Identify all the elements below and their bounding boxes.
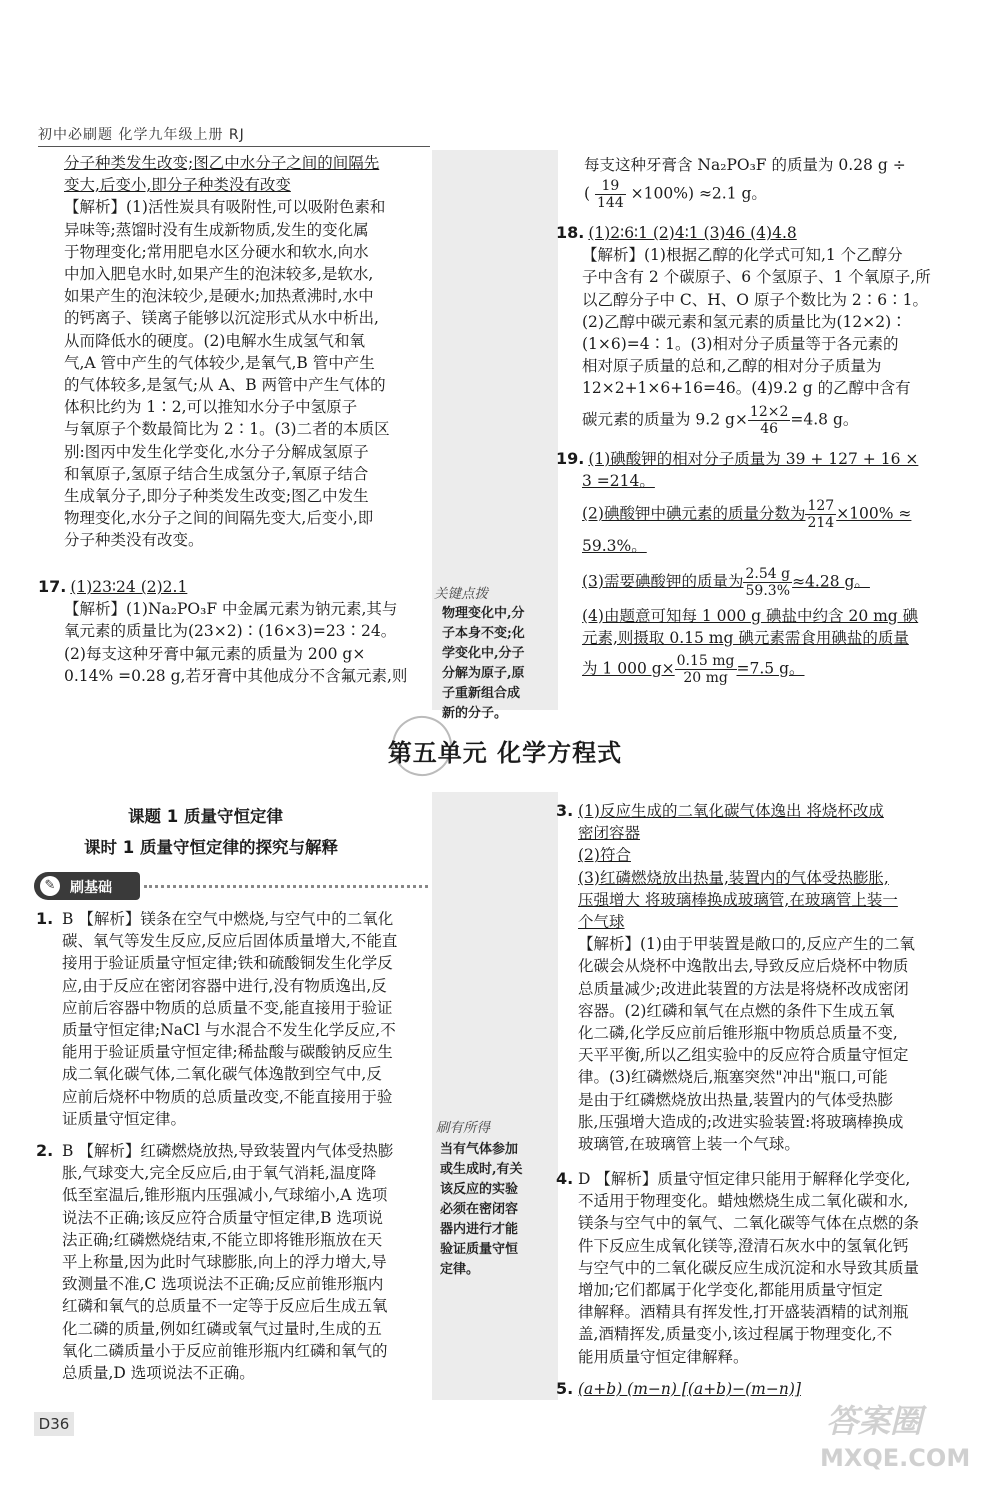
answer-line: =7.5 g。	[736, 659, 805, 678]
header-rule	[38, 146, 430, 147]
text-line: 异味等;蒸馏时没有生成新物质,发生的变化属	[64, 220, 369, 239]
text-line: 应,由于反应在密闭容器中进行,没有物质逸出,反	[62, 976, 387, 995]
text-line: 质量守恒定律;NaCl 与水混合不发生化学反应,不	[62, 1021, 396, 1040]
sidebar-title: 刷有所得	[436, 1120, 490, 1136]
text-line: 说法不正确;该反应符合质量守恒定律,B 选项说	[62, 1208, 383, 1227]
sidebar-line: 分解为原子,原	[442, 666, 525, 681]
fraction	[805, 498, 836, 531]
question-number: 2.	[36, 1141, 54, 1160]
sidebar-line: 器内进行才能	[440, 1222, 519, 1237]
text-line: 镁条与空气中的氧气、二氧化碳等气体在点燃的条	[578, 1214, 920, 1233]
answer-line: ×100% ≈	[836, 504, 912, 523]
text-line: (2)每支这种牙膏中氟元素的质量为 200 g×	[64, 644, 366, 663]
sidebar-line: 子重新组合成	[442, 686, 521, 701]
text-line: 中加入肥皂水时,如果产生的泡沫较多,是软水,	[64, 265, 374, 284]
text-line: 是由于红磷燃烧放出热量,装置内的气体受热膨	[578, 1090, 893, 1109]
answer-line: (2)碘酸钾中碘元素的质量分数为	[582, 504, 806, 523]
text-line: 生成氧分子,即分子种类发生改变;图乙中发生	[64, 487, 369, 506]
text-line: 胀,气球变大,完全反应后,由于氧气消耗,温度降	[62, 1164, 377, 1183]
unit-title: 第五单元 化学方程式	[387, 739, 623, 767]
text-line: 【解析】(1)由于甲装置是敞口的,反应产生的二氧	[578, 935, 915, 954]
numerator: 12×2	[749, 403, 789, 420]
text-line: 应前后烧杯中物质的总质量改变,不能直接用于验	[62, 1087, 393, 1106]
text-line: 成二氧化碳气体,二氧化碳气体逸散到空气中,反	[62, 1065, 382, 1084]
text-line: 应前后容器中物质的总质量不变,能直接用于验证	[62, 998, 393, 1017]
question-number: 4.	[556, 1169, 574, 1188]
text-line: 子中含有 2 个碳原子、6 个氢原子、1 个氧原子,所	[582, 268, 931, 287]
text-line: 别:图丙中发生化学变化,水分子分解成氢原子	[64, 442, 369, 461]
text-line: 0.14% =0.28 g,若牙膏中其他成分不含氟元素,则	[64, 666, 408, 685]
answer-line: 个气球	[578, 913, 625, 932]
text-line: 化二磷,化学反应前后锥形瓶中物质总质量不变,	[578, 1024, 898, 1043]
text-line: 化二磷的质量,例如红磷或氧气过量时,生成的五	[62, 1319, 382, 1338]
text-line: 平上称量,因为此时气球膨胀,向上的浮力增大,导	[62, 1253, 387, 1272]
question-4	[556, 1168, 946, 1368]
watermark-url: MXQE.COM	[820, 1444, 971, 1472]
text-line: 物理变化,水分子之间的间隔先变大,后变小,即	[64, 509, 374, 528]
sidebar-line: 子本身不变;化	[442, 626, 525, 641]
text-line: 和氧原子,氢原子结合生成氢分子,氧原子结合	[64, 464, 369, 483]
text-line: 体积比约为 1∶2,可以推知水分子中氢原子	[64, 398, 358, 417]
text-line: 增加;它们都属于化学变化,都能用质量守恒定	[578, 1281, 883, 1300]
answer-line: 分子种类发生改变;图乙中水分子之间的间隔先	[64, 154, 380, 172]
text-line: 12×2+1×6+16=46。(4)9.2 g 的乙醇中含有	[582, 379, 911, 398]
answer-line: 压强增大 将玻璃棒换成玻璃管,在玻璃管上装一	[578, 890, 898, 909]
numerator: 2.54 g	[745, 565, 791, 582]
text-fragment: ×100%) ≈2.1 g。	[630, 184, 767, 203]
denominator: 46	[760, 420, 779, 437]
text-line: 容器。(2)红磷和氧气在点燃的条件下生成五氧	[578, 1001, 895, 1020]
text-line: 低至室温后,锥形瓶内压强减小,气球缩小,A 选项	[62, 1186, 388, 1205]
text-line: 的气体较多,是氢气;从 A、B 两管中产生气体的	[64, 376, 386, 395]
question-19	[556, 448, 946, 686]
text-line: 分子种类没有改变。	[64, 531, 204, 550]
text-line: 律解释。酒精具有挥发性,打开盛装酒精的试剂瓶	[578, 1303, 909, 1322]
text-line: 玻璃管,在玻璃管上装一个气球。	[578, 1135, 800, 1154]
answer-line: 为 1 000 g×	[582, 659, 675, 678]
lesson-title: 课题 1 质量守恒定律	[128, 807, 283, 826]
sidebar-line: 或生成时,有关	[440, 1162, 523, 1177]
sidebar-line: 必须在密闭容	[440, 1202, 519, 1217]
answer-line: (3)红磷燃烧放出热量,装置内的气体受热膨胀,	[578, 868, 889, 887]
question-1	[36, 908, 430, 1130]
text-line: B 【解析】镁条在空气中燃烧,与空气中的二氧化	[62, 910, 394, 928]
fraction	[748, 404, 790, 437]
sidebar-line: 该反应的实验	[440, 1182, 519, 1197]
right-top-block	[584, 154, 944, 211]
text-line: (1×6)=4∶1。(3)相对分子质量等于各元素的	[582, 335, 899, 354]
sidebar-line: 新的分子。	[442, 706, 508, 721]
answer-line: 元素,则摄取 0.15 mg 碘元素需食用碘盐的质量	[582, 628, 909, 647]
text-line: 每支这种牙膏含 Na₂PO₃F 的质量为 0.28 g ÷	[584, 156, 906, 174]
text-line: 化碳会从烧杯中逸散出去,导致反应后烧杯中物质	[578, 957, 909, 976]
page-number: D36	[34, 1412, 74, 1436]
answer-line: 3 =214。	[582, 472, 655, 491]
text-line: 与氧原子个数最简比为 2∶1。(3)二者的本质区	[64, 420, 390, 439]
text-line: 【解析】(1)Na₂PO₃F 中金属元素为钠元素,其与	[64, 600, 398, 619]
sidebar-line: 定律。	[440, 1262, 480, 1277]
numerator: 19	[595, 178, 626, 195]
text-line: 从而降低水的硬度。(2)电解水生成氢气和氧	[64, 331, 365, 350]
text-line: 总质量减少;改进此装置的方法是将烧杯改成密闭	[578, 979, 909, 998]
watermark-logo: 答案圈	[826, 1402, 923, 1440]
answer-line: (1)碘酸钾的相对分子质量为 39 + 127 + 16 ×	[588, 450, 919, 468]
fraction	[675, 653, 737, 686]
fraction	[595, 178, 626, 211]
answer-text: (1)23∶24 (2)2.1	[70, 578, 188, 596]
text-line: 如果产生的泡沫较少,是硬水;加热煮沸时,水中	[64, 287, 374, 306]
pencil-icon: ✎	[40, 876, 60, 896]
badge-label: 刷基础	[70, 880, 112, 896]
question-2	[36, 1140, 430, 1384]
class-title: 课时 1 质量守恒定律的探究与解释	[84, 838, 338, 857]
text-line: B 【解析】红磷燃烧放热,导致装置内气体受热膨	[62, 1142, 394, 1160]
text-line: 【解析】(1)根据乙醇的化学式可知,1 个乙醇分	[582, 246, 903, 265]
text-line: 氧化二磷质量小于反应前锥形瓶内红磷和氧气的	[62, 1341, 388, 1360]
question-number: 5.	[556, 1379, 574, 1398]
question-number: 18.	[556, 223, 585, 242]
text-line: 相对原子质量的总和,乙醇的相对分子质量为	[582, 357, 882, 376]
text-line: 氧元素的质量比为(23×2)∶(16×3)=23∶24。	[64, 622, 397, 641]
text-line: 与空气中的二氧化碳反应生成沉淀和水导致其质量	[578, 1258, 920, 1277]
text-line: 于物理变化;常用肥皂水区分硬水和软水,向水	[64, 242, 369, 261]
denominator: 59.3%	[745, 582, 790, 599]
denominator: 144	[597, 195, 624, 212]
denominator: 20 mg	[683, 670, 728, 687]
answer-line: ≈4.28 g。	[792, 572, 870, 591]
sidebar-line: 物理变化中,分	[442, 606, 525, 621]
text-line: D 【解析】质量守恒定律只能用于解释化学变化,	[578, 1170, 911, 1188]
text-line: 胀,压强增大造成的;改进实验装置:将玻璃棒换成	[578, 1112, 904, 1131]
text-line: 件下反应生成氧化镁等,澄清石灰水中的氢氧化钙	[578, 1236, 909, 1255]
text-line: 证质量守恒定律。	[62, 1109, 187, 1128]
text-line: (2)乙醇中碳元素和氢元素的质量比为(12×2)∶	[582, 312, 907, 331]
answer-line: 变大,后变小,即分子种类没有改变	[64, 176, 291, 195]
sidebar-line: 当有气体参加	[440, 1142, 519, 1157]
text-line: 接用于验证质量守恒定律;铁和硫酸铜发生化学反	[62, 954, 393, 973]
numerator: 127	[807, 498, 835, 515]
key-point-sidebar	[430, 582, 556, 724]
sidebar-line: 验证质量守恒	[440, 1242, 519, 1257]
text-line: 不适用于物理变化。蜡烛燃烧生成二氧化碳和水,	[578, 1192, 909, 1211]
sidebar-line: 学变化中,分子	[442, 646, 525, 661]
text-line: 致测量不准,C 选项说法不正确;反应前锥形瓶内	[62, 1275, 384, 1294]
text-fragment: (	[584, 184, 591, 203]
text-fragment: =4.8 g。	[790, 410, 859, 429]
question-18	[556, 222, 946, 437]
text-line: 碳、氧气等发生反应,反应后固体质量增大,不能直	[62, 932, 398, 951]
question-number: 1.	[36, 909, 54, 928]
sidebar-band-bottom	[432, 792, 558, 1400]
question-number: 19.	[556, 449, 585, 468]
question-17	[38, 576, 430, 687]
left-top-block	[64, 152, 430, 552]
dotted-rule	[144, 885, 428, 888]
text-line: 以乙醇分子中 C、H、O 原子个数比为 2∶6∶1。	[582, 290, 928, 309]
text-line: 盖,酒精挥发,质量变小,该过程属于物理变化,不	[578, 1325, 893, 1344]
answer-line: 59.3%。	[582, 537, 647, 556]
answer-text: (1)2∶6∶1 (2)4∶1 (3)46 (4)4.8	[588, 224, 797, 242]
question-number: 17.	[38, 577, 67, 596]
text-line: 气,A 管中产生的气体较少,是氧气,B 管中产生	[64, 353, 375, 372]
answer-line: (3)需要碘酸钾的质量为	[582, 572, 744, 591]
answer-line: (2)符合	[578, 846, 631, 865]
takeaway-sidebar	[430, 1116, 556, 1280]
running-header: 初中必刷题 化学九年级上册 RJ	[38, 127, 245, 143]
text-line: 总质量,D 选项说法不正确。	[62, 1364, 255, 1383]
text-line: 【解析】(1)活性炭具有吸附性,可以吸附色素和	[64, 198, 386, 217]
question-3	[556, 800, 946, 1155]
answer-line: (4)由题意可知每 1 000 g 碘盐中约含 20 mg 碘	[582, 606, 919, 625]
basic-practice-badge	[34, 872, 140, 900]
text-line: 能用质量守恒定律解释。	[578, 1347, 749, 1366]
fraction	[743, 566, 792, 599]
denominator: 214	[807, 515, 835, 532]
sidebar-title: 关键点拨	[434, 586, 488, 602]
text-line: 天平平衡,所以乙组实验中的反应符合质量守恒定	[578, 1046, 909, 1065]
text-line: 律。(3)红磷燃烧后,瓶塞突然"冲出"瓶口,可能	[578, 1068, 888, 1087]
question-number: 3.	[556, 801, 574, 820]
text-line: 能用于验证质量守恒定律;稀盐酸与碳酸钠反应生	[62, 1043, 393, 1062]
answer-line: 密闭容器	[578, 824, 641, 843]
numerator: 0.15 mg	[676, 653, 735, 670]
answer-line: (1)反应生成的二氧化碳气体逸出 将烧杯改成	[578, 802, 884, 820]
answer-text: (a+b) (m−n) [(a+b)−(m−n)]	[578, 1380, 801, 1398]
text-fragment: 碳元素的质量为 9.2 g×	[582, 410, 748, 429]
text-line: 法正确;红磷燃烧结束,不能立即将锥形瓶放在天	[62, 1230, 383, 1249]
text-line: 的钙离子、镁离子能够以沉淀形式从水中析出,	[64, 309, 379, 328]
text-line: 红磷和氧气的总质量不一定等于反应后生成五氧	[62, 1297, 388, 1316]
